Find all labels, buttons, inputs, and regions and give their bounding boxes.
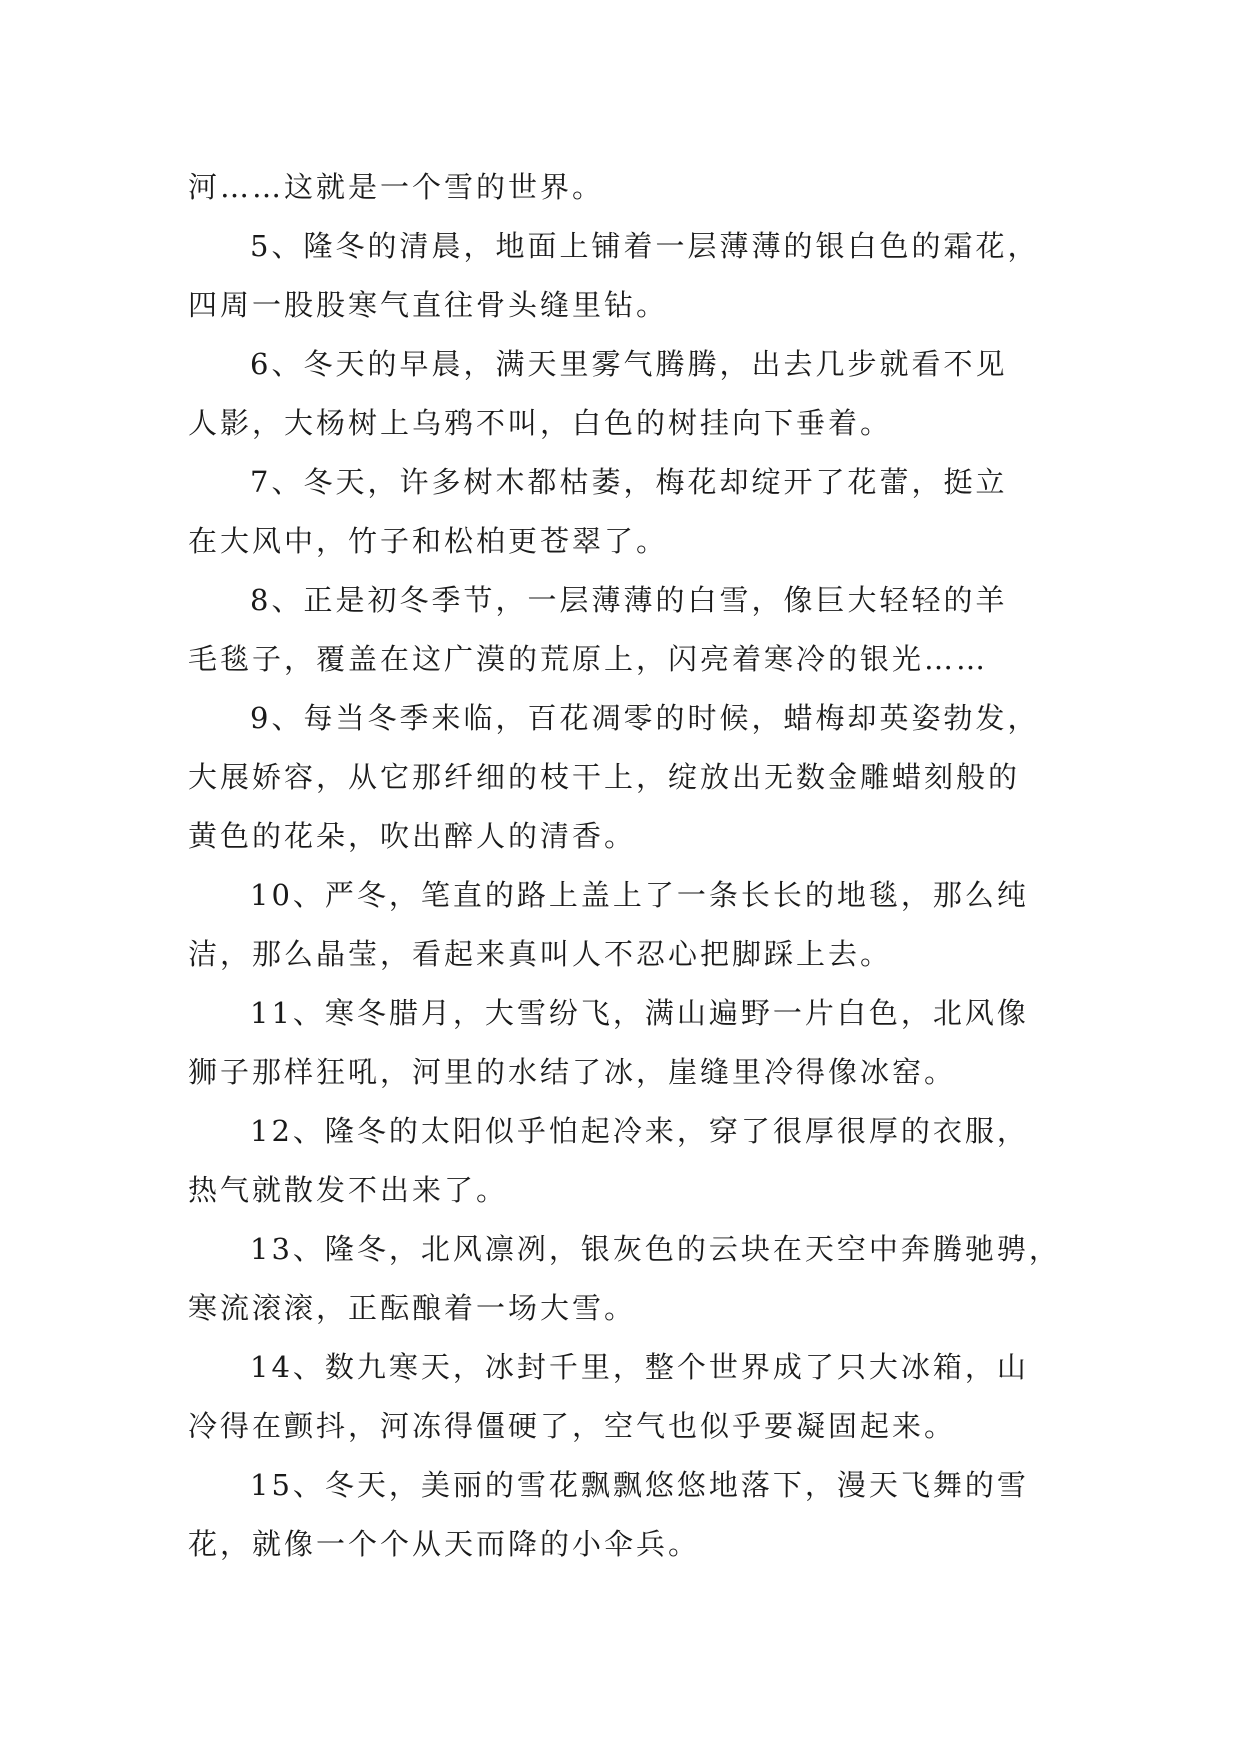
text-line: 8、正是初冬季节，一层薄薄的白雪，像巨大轻轻的羊 bbox=[250, 583, 1008, 617]
text-line: 花，就像一个个从天而降的小伞兵。 bbox=[188, 1527, 701, 1561]
text-line: 5、隆冬的清晨，地面上铺着一层薄薄的银白色的霜花， bbox=[250, 229, 1040, 263]
text-line: 14、数九寒天，冰封千里，整个世界成了只大冰箱，山 bbox=[250, 1350, 1029, 1384]
text-line: 洁，那么晶莹，看起来真叫人不忍心把脚踩上去。 bbox=[188, 937, 893, 971]
text-line: 狮子那样狂吼，河里的水结了冰，崖缝里冷得像冰窑。 bbox=[188, 1055, 957, 1089]
text-line: 黄色的花朵，吹出醉人的清香。 bbox=[188, 819, 637, 853]
text-line: 11、寒冬腊月，大雪纷飞，满山遍野一片白色，北风像 bbox=[250, 996, 1029, 1030]
text-line: 7、冬天，许多树木都枯萎，梅花却绽开了花蕾，挺立 bbox=[250, 465, 1008, 499]
text-line: 9、每当冬季来临，百花凋零的时候，蜡梅却英姿勃发， bbox=[250, 701, 1040, 735]
text-line: 15、冬天，美丽的雪花飘飘悠悠地落下，漫天飞舞的雪 bbox=[250, 1468, 1029, 1502]
document-body bbox=[188, 158, 1068, 1574]
text-line: 6、冬天的早晨，满天里雾气腾腾，出去几步就看不见 bbox=[250, 347, 1008, 381]
text-line: 四周一股股寒气直往骨头缝里钻。 bbox=[188, 288, 669, 322]
text-line: 13、隆冬，北风凛冽，银灰色的云块在天空中奔腾驰骋， bbox=[250, 1232, 1061, 1266]
text-line: 寒流滚滚，正酝酿着一场大雪。 bbox=[188, 1291, 637, 1325]
text-line: 12、隆冬的太阳似乎怕起冷来，穿了很厚很厚的衣服， bbox=[250, 1114, 1029, 1148]
text-line: 河……这就是一个雪的世界。 bbox=[188, 170, 605, 204]
text-line: 人影，大杨树上乌鸦不叫，白色的树挂向下垂着。 bbox=[188, 406, 893, 440]
text-line: 毛毯子，覆盖在这广漠的荒原上，闪亮着寒冷的银光…… bbox=[188, 642, 989, 676]
text-line: 在大风中，竹子和松柏更苍翠了。 bbox=[188, 524, 669, 558]
text-line: 冷得在颤抖，河冻得僵硬了，空气也似乎要凝固起来。 bbox=[188, 1409, 957, 1443]
text-line: 10、严冬，笔直的路上盖上了一条长长的地毯，那么纯 bbox=[250, 878, 1029, 912]
text-line: 大展娇容，从它那纤细的枝干上，绽放出无数金雕蜡刻般的 bbox=[188, 760, 1021, 794]
text-line: 热气就散发不出来了。 bbox=[188, 1173, 509, 1207]
